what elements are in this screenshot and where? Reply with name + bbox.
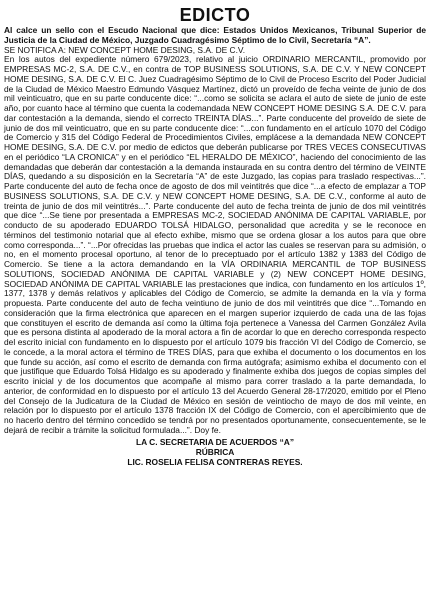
edict-text: En los autos del expediente número 679/2023, relativo al juicio ORDINARIO MERCANTIL, promovido por EMPRESAS MC-2, S.A. DE C.V., en contra de TOP BUSINESS SOLUTIONS, S.A. DE C.V. Y NEW CONCEPT HOME DESING, S.A. DE C.V. El C. Juez Cuadragésimo Séptimo de lo Civil de Proceso Escrito del Poder Judicial de la Ciudad de México Maestro Edmundo Vásquez Martínez, dictó un proveído de fecha veinte de junio de dos mil veinticuatro, que en su parte conducente dice: “...como se solicita se aclara el auto de siete de junio de este año, por cuanto hace al término que cuenta la codemandada NEW CONCEPT HOME DESING S.A. DE C.V. para dar contestación a la demanda, siendo el correcto TREINTA DÍAS...”. Parte conducente del proveído de siete de junio de dos mil veinticuatro, que en su parte conducente dice: “...con fundamento en el artículo 1070 del Código de Comercio y 315 del Código Federal de Procedimientos Civiles, emplácese a la demandada NEW CONCEPT HOME DESING, S.A. DE C.V. por medio de edictos que deberán publicarse por TRES VECES CONSECUTIVAS en el periódico “LA CRONICA” y en el periódico “EL HERALDO DE MÉXICO”, haciendo del conocimiento de las demandadas que deberán dar contestación a la demanda instaurada en su contra dentro del término de VEINTE DÍAS, quedando a su disposición en la Secretaría “A” de este Juzgado, las copias para traslado respectivas...”. Parte conducente del auto de fecha once de agosto de dos mil veintitrés que dice “...a efecto de emplazar a TOP BUSINESS SOLUTIONS, S.A. DE C.V. y NEW CONCEPT HOME DESING, S.A. DE C.V., conforme al auto de treinta de junio de dos mil veintitrés...”. Parte conducente del auto de fecha treinta de junio de dos mil veintitrés que dice “...Se tiene por presentada a EMPRESAS MC-2, SOCIEDAD ANÓNIMA DE CAPITAL VARIABLE, por conducto de su apoderado EDUARDO TOLSÁ HIDALGO, personalidad que acredita y se le reconoce en términos del testimonio notarial que al efecto exhibe, mismo que se ordena glosar a los autos para que obre como corresponda...”. “...Por ofrecidas las pruebas que indica el actor las cuales se reservan para su admisión, o no, en el momento procesal oportuno, al tenor de lo preceptuado por el artículo 1382 y 1383 del Código de Comercio. Se tiene a la actora demandando en la VÍA ORDINARIA MERCANTIL de TOP BUSINESS SOLUTIONS, SOCIEDAD ANÓNIMA DE CAPITAL VARIABLE y (2) NEW CONCEPT HOME DESING, SOCIEDAD ANÓNIMA DE CAPITAL VARIABLE las prestaciones que indica, con fundamento en los artículos 1º, 1377, 1378 y demás relativos y aplicables del Código de Comercio, se admite la demanda en la vía y forma propuesta. Parte conducente del auto de fecha veintiuno de junio de dos mil veintitrés que dice “...Tomando en consideración que la firma electrónica que aparecen en el margen superior izquierdo de cada una de las fojas que constituyen el escrito de demanda así como la última foja pertenece a Vanessa del Carmen González Avila que es persona distinta al apoderado de la moral actora a fin de acordar lo que en derecho corresponda respecto del escrito inicial con fundamento en lo dispuesto por el artículo 1079 bis fracción VI del Código de Comercio, se le concede, a la moral actora el término de TRES DÍAS, para que exhiba el documento o los documentos en los que funde su acción, así como el escrito de demanda con firma autógrafa; asimismo exhiba el documento con el que justifique que Eduardo Tolsá Hidalgo es su apoderado y finalmente exhiba dos juegos de copias simples del escrito inicial y de los documentos que acompañe al mismo para correr traslado a la parte demandada, lo anterior, de conformidad en lo dispuesto por el artículo 13 del Acuerdo General 28-17/2020, emitido por el Pleno del Consejo de la Judicatura de la Ciudad de México en sesión de veintiocho de mayo de dos mil veinte, en relación por lo dispuesto por el artículo 1378 fracción IX del Código de Comercio, con el apercibimiento que de no hacerlo dentro del término concedido se tendrá por no presentados oportunamente, consecuentemente, se le dejará de recibir a trámite la solicitud formulada...”. Doy fe. [4,54,426,435]
edict-body [4,46,426,436]
signature-rubrica: RÚBRICA [195,446,235,457]
seal-description: Al calce un sello con el Escudo Nacional que dice: Estados Unidos Mexicanos, Tribunal Superior de Justicia de la Ciudad de México, Juzgado Cuadragésimo Séptimo de lo Civil, Secretaría “A”. [4,25,426,45]
signature-title: LA C. SECRETARIA DE ACUERDOS “A” [135,436,295,447]
page-title: EDICTO [179,5,251,25]
signature-name: LIC. ROSELIA FELISA CONTRERAS REYES. [127,456,303,467]
signature-block [4,437,426,467]
notice-recipient: SE NOTIFICA A: NEW CONCEPT HOME DESING, S.A. DE C.V. [4,44,246,55]
